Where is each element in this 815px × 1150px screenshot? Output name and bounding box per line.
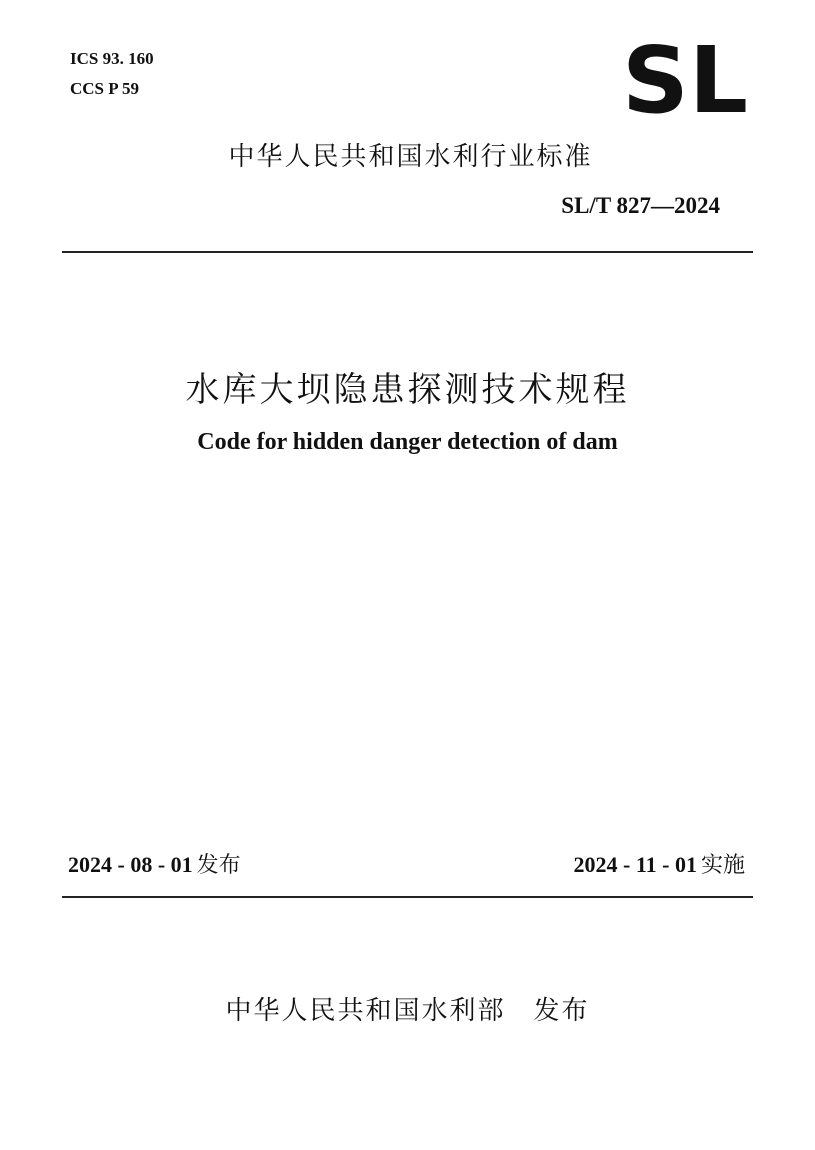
standard-number: SL/T 827—2024 (561, 193, 720, 218)
implementation-date (574, 848, 745, 879)
issue-date-value: 2024 - 08 - 01 (68, 852, 193, 877)
sl-logo (622, 36, 748, 116)
ics-code: ICS 93. 160 (70, 49, 154, 68)
title-chinese: 水库大坝隐患探测技术规程 (185, 370, 630, 410)
top-divider (62, 251, 753, 253)
implementation-date-label: 实施 (700, 853, 745, 878)
issue-date (68, 848, 241, 879)
publisher-action: 发布 (533, 996, 590, 1026)
publisher-name: 中华人民共和国水利部 (225, 996, 506, 1026)
standard-category: 中华人民共和国水利行业标准 (228, 142, 593, 172)
implementation-date-value: 2024 - 11 - 01 (573, 852, 697, 877)
publisher (0, 990, 815, 1027)
title-english: Code for hidden danger detection of dam (197, 429, 618, 455)
classification-codes (70, 44, 154, 104)
sl-logo-text: SL (622, 36, 748, 116)
issue-date-label: 发布 (196, 853, 241, 878)
bottom-divider (62, 896, 753, 898)
ccs-code: CCS P 59 (70, 79, 139, 98)
